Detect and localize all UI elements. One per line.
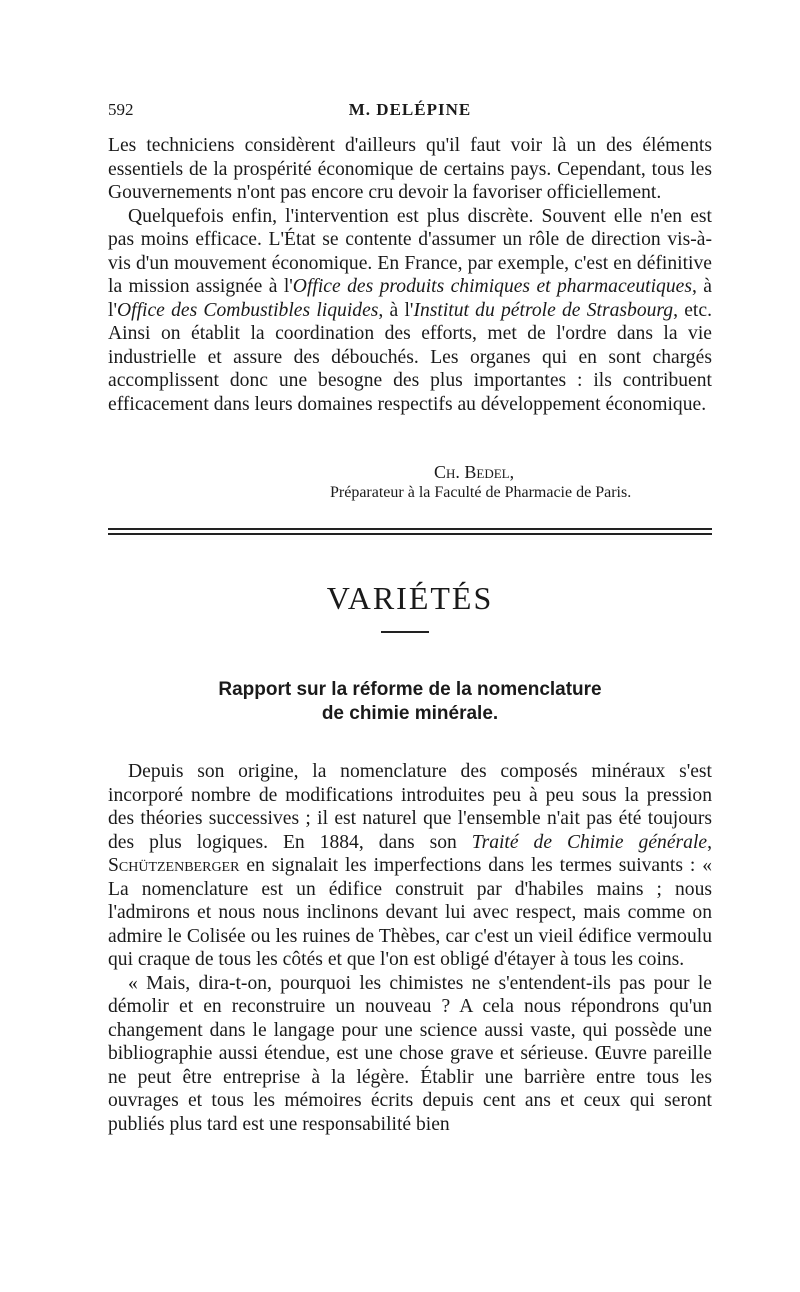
signature-role: Préparateur à la Faculté de Pharmacie de Paris. bbox=[330, 484, 632, 501]
paragraph: « Mais, dira-t-on, pourquoi les chimistes ne s'entendent-ils pas pour le démolir et en reconstruire un nouveau ? A cela nous répondrons qu'un changement dans le langage pour une science aussi vaste, qui possède une bibliographie aussi étendue, est une chose grave et sérieuse. Œuvre pareille ne peut être entreprise à la légère. Établir une barrière entre tous les ouvrages et tous les mémoires écrits depuis cent ans et ceux qui seront publiés plus tard est une responsabilité bien bbox=[108, 972, 712, 1135]
article-title-line: de chimie minérale. bbox=[321, 703, 499, 724]
article-title bbox=[108, 678, 712, 726]
author-name: Schützenberger bbox=[108, 855, 240, 876]
paragraph-text: , etc. Ainsi on établit la coordination des efforts, met de l'ordre dans la vie industrielle et assure des débouchés. Les organes qui en sont chargés accomplissent donc une besogne des plus importantes : ils contribuent efficacement dans leurs domaines respectifs au développement économique. bbox=[108, 299, 712, 415]
page-number: 592 bbox=[108, 100, 134, 119]
paragraph: Les techniciens considèrent d'ailleurs qu'il faut voir là un des éléments essentiels de la prospérité économique de certains pays. Cependant, tous les Gouvernements n'ont pas encore cru devoir la favoriser officiellement. bbox=[108, 135, 712, 203]
paragraph-text: , bbox=[707, 831, 712, 853]
article-text bbox=[108, 760, 712, 1136]
signature-name: Ch. Bedel, bbox=[434, 462, 515, 482]
paragraph-text: Quelquefois enfin, l'intervention est plus discrète. Souvent elle n'en est pas moins efficace. L'État se contente d'assumer un rôle de direction vis-à-vis d'un mouvement économique. En France, par exemple, c'est en définitive la mission assignée à l' bbox=[108, 205, 712, 297]
paragraph-text: en signalait les imperfections dans les termes suivants : « La nomenclature est un édifice construit par d'habiles mains ; nous l'admirons et nous nous inclinons devant lui avec respect, mais comme on admire le Colisée ou les ruines de Thèbes, car c'est un vieil édifice vermoulu qui craque de tous les côtés et que l'on est obligé d'étayer à tous les coins. bbox=[108, 855, 712, 970]
divider-rule bbox=[108, 533, 712, 535]
top-section-text bbox=[108, 134, 712, 416]
italic-name: Office des produits chimiques et pharmaceutiques bbox=[292, 276, 692, 297]
paragraph bbox=[108, 205, 712, 417]
title-underline bbox=[381, 631, 429, 633]
paragraph-text: , à l' bbox=[108, 276, 712, 321]
italic-name: Institut du pétrole de Strasbourg bbox=[413, 299, 674, 321]
paragraph bbox=[108, 760, 712, 972]
section-title: VARIÉTÉS bbox=[326, 580, 494, 616]
italic-name: Office des Combustibles liquides bbox=[116, 299, 379, 321]
divider-rule bbox=[108, 528, 712, 530]
running-head: M. DELÉPINE bbox=[348, 100, 472, 119]
page-header bbox=[108, 100, 712, 126]
article-title-line: Rapport sur la réforme de la nomenclature bbox=[218, 679, 602, 700]
paragraph-text: , à l' bbox=[378, 299, 414, 321]
paragraph-text: Depuis son origine, la nomenclature des composés minéraux s'est incorporé nombre de modifications introduites peu à peu sous la pression des théories successives ; il est naturel que l'ensemble n'ait pas été toujours des plus logiques. En 1884, dans son bbox=[108, 761, 712, 853]
italic-title: Traité de Chimie générale bbox=[471, 831, 708, 853]
